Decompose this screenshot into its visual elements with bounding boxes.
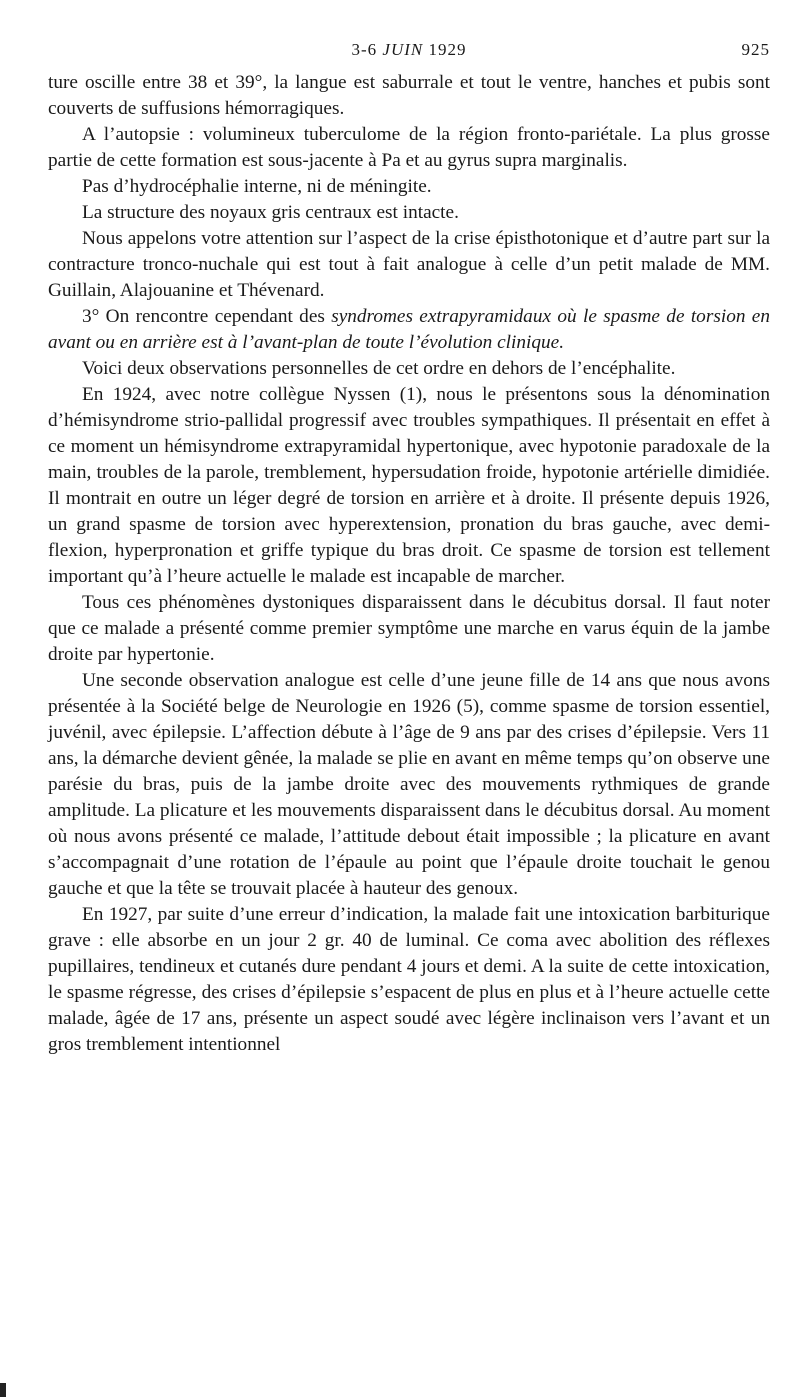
paragraph-10: Une seconde observation analogue est celle d’une jeune fille de 14 ans que nous avons présentée à la Société belge de Neurologie en 1926 (5), comme spasme de torsion essentiel, juvénil, avec épilepsie. L’affection débute à l’âge de 9 ans par des crises d’épilepsie. Vers 11 ans, la démarche devient gênée, la malade se plie en avant en même temps qu’on observe une parésie du bras, puis de la jambe droite avec des mouvements rythmiques de grande amplitude. La plicature et les mouvements disparaissent dans le décubitus dorsal. Au moment où nous avons présenté ce malade, l’attitude debout était impossible ; la plicature en avant s’accompagnait d’une rotation de l’épaule au point que l’épaule droite touchait le genou gauche et que la tête se trouvait placée à hauteur des genoux. <box>48 670 770 899</box>
date-year: 1929 <box>428 40 467 59</box>
paragraph-3: Pas d’hydrocéphalie interne, ni de méningite. <box>82 176 432 197</box>
running-head <box>48 40 770 70</box>
paragraph-6 <box>48 304 770 356</box>
date-day: 3-6 <box>351 40 378 59</box>
paragraph-4: La structure des noyaux gris centraux est intacte. <box>82 202 459 223</box>
paragraph-11: En 1927, par suite d’une erreur d’indication, la malade fait une intoxication barbiturique grave : elle absorbe en un jour 2 gr. 40 de luminal. Ce coma avec abolition des réflexes pupillaires, tendineux et cutanés dure pendant 4 jours et demi. A la suite de cette intoxication, le spasme régresse, des crises d’épilepsie s’espacent de plus en plus et à l’heure actuelle cette malade, âgée de 17 ans, présente un aspect soudé avec légère inclinaison vers l’avant et un gros tremblement intentionnel <box>48 904 770 1055</box>
paragraph-2: A l’autopsie : volumineux tuberculome de la région fronto-pariétale. La plus grosse partie de cette formation est sous-jacente à Pa et au gyrus supra marginalis. <box>48 124 770 171</box>
document-page <box>48 40 770 1058</box>
page-number: 925 <box>741 40 770 59</box>
paragraph-9: Tous ces phénomènes dystoniques disparaissent dans le décubitus dorsal. Il faut noter que ce malade a présenté comme premier symptôme une marche en varus équin de la jambe droite par hypertonie. <box>48 592 770 665</box>
body-text <box>48 70 770 1058</box>
paragraph-6-italic: syndromes extrapyramidaux où le spasme de torsion en avant ou en arrière est à l’avant-plan de toute l’évolution clinique. <box>48 306 770 353</box>
date-month: JUIN <box>382 40 424 59</box>
running-head-date <box>48 40 770 60</box>
paragraph-5: Nous appelons votre attention sur l’aspect de la crise épisthotonique et d’autre part sur la contracture tronco-nuchale qui est tout à fait analogue à celle d’un petit malade de MM. Guillain, Alajouanine et Thévenard. <box>48 228 770 301</box>
paragraph-7: Voici deux observations personnelles de cet ordre en dehors de l’encéphalite. <box>82 358 676 379</box>
paragraph-6-lead: 3° On rencontre cependant des <box>82 306 332 327</box>
paragraph-8: En 1924, avec notre collègue Nyssen (1), nous le présentons sous la dénomination d’hémisyndrome strio-pallidal progressif avec troubles sympathiques. Il présentait en effet à ce moment un hémisyndrome extrapyramidal hypertonique, avec hypotonie paradoxale de la main, troubles de la parole, tremblement, hypersudation froide, hypotonie artérielle dimidiée. Il montrait en outre un léger degré de torsion en arrière et à droite. Il présente depuis 1926, un grand spasme de torsion avec hyperextension, pronation du bras gauche, avec demi-flexion, hyperpronation et griffe typique du bras droit. Ce spasme de torsion est tellement important qu’à l’heure actuelle le malade est incapable de marcher. <box>48 384 770 587</box>
page-edge-mark <box>0 1383 6 1397</box>
paragraph-1: ture oscille entre 38 et 39°, la langue est saburrale et tout le ventre, hanches et pubis sont couverts de suffusions hémorragiques. <box>48 72 770 119</box>
